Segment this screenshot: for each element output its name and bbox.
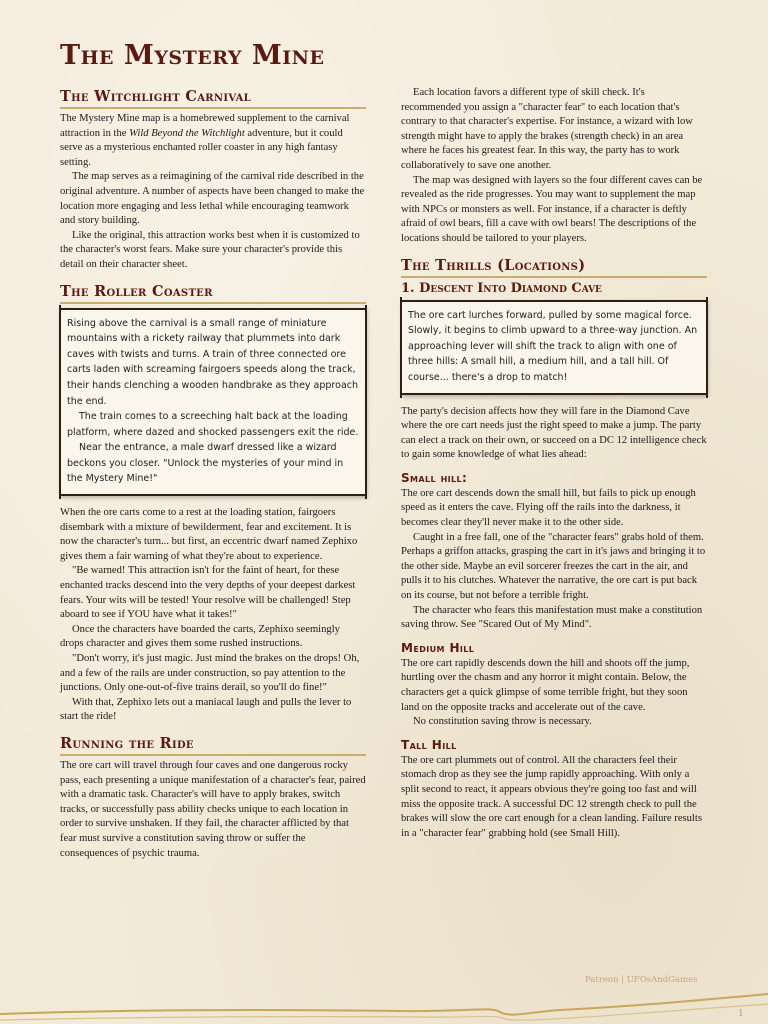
paragraph: Once the characters have boarded the carts, Zephixo seemingly drops character and gives them some rushed instructions. — [60, 623, 340, 650]
paragraph: The map serves as a reimagining of the carnival ride described in the original adventure. A number of aspects have been changed to make the location more engaging and less lethal while encouraging teamwork and story building. — [60, 171, 365, 227]
paragraph: The party's decision affects how they will fare in the Diamond Cave where the ore cart needs just the right speed to make a jump. The party can elect a track on their own, or succeed on a DC 12 intelligence check to gain some knowledge of what lies ahead: — [401, 405, 707, 461]
paragraph: Like the original, this attraction works best when it is customized to the character's worst fears. Make sure your character's provide this detail on their character sheet. — [60, 229, 360, 270]
section-heading-thrills: The Thrills (Locations) — [401, 257, 707, 278]
paragraph: Each location favors a different type of skill check. It's recommended you assign a "character fear" to each location that's contrary to that character's expertise. For instance, a wizard with low strength might have to apply the brakes (strength check) in an area where he faces his greatest fear. In this way, the party has to work collaboratively to save one another. — [401, 87, 693, 171]
paragraph: "Be warned! This attraction isn't for the faint of heart, for these enchanted tracks descend into the very depths of your deepest darkest fears. Your wits will be tested! Your resolve will be challenged! Step aboard to see if YOU have what it takes!" — [60, 565, 356, 621]
section-heading-roller-coaster: The Roller Coaster — [60, 283, 366, 304]
paragraph: Caught in a free fall, one of the "character fears" grabs hold of them. Perhaps a griffon attacks, grasping the cart in it's jaws and bringing it to the other side. Maybe an evil sorcerer freezes the cart in the air, and pulls it to his clutches. Whatever the narrative, the ore cart is put back on its course, but not before a terrible fright. — [401, 531, 706, 602]
paragraph: "Don't worry, it's just magic. Just mind the brakes on the drops! Oh, and a few of the rails are under construction, so pay attention to the junctions. Only one-out-of-five trains derail, so you'll do fine!" — [60, 653, 360, 694]
read-aloud-text: The ore cart lurches forward, pulled by some magical force. Slowly, it begins to climb upward to a three-way junction. An approaching lever will shift the track to align with one of three hills: A small hill, a medium hill, and a tall hill. Of course... there's a drop to match! — [408, 309, 698, 383]
paragraph: The character who fears this manifestation must make a constitution saving throw. See "Scared Out of My Mind". — [401, 604, 703, 631]
subsection-heading-descent: 1. Descent Into Diamond Cave — [401, 280, 602, 296]
paragraph: The ore cart will travel through four caves and one dangerous rocky pass, each presenting a unique manifestation of a character's fear, paired with a dramatic task. Character's will have to apply brakes, switch tracks, or successfully pass ability checks unique to each location in order to survive unshaken. If they fail, the character afflicted by that fear must survive a constitution saving throw or suffer the consequences of psychic trauma. — [60, 759, 366, 859]
book-title: Wild Beyond the Witchlight — [129, 127, 245, 139]
subheading-medium-hill: Medium Hill — [401, 640, 475, 655]
page-title: The Mystery Mine — [60, 40, 325, 71]
footer-ornament — [0, 990, 768, 1024]
paragraph: The ore cart rapidly descends down the hill and shoots off the jump, hurtling over the chasm and any horror it might contain. Below, the characters get a quick glimpse of some terrible fright, but they soon land on the opposite tracks and accelerate out of the cave. — [401, 657, 690, 713]
read-aloud-text: Rising above the carnival is a small range of miniature mountains with a rickety railway that plummets into dark caves with twists and turns. A train of three connected ore carts laden with screaming fairgoers speeds along the track, their hands clenching a wooden handbrake as they approach the end. — [67, 317, 359, 407]
section-heading-running-the-ride: Running the Ride — [60, 735, 366, 756]
read-aloud-box — [401, 300, 707, 395]
subheading-tall-hill: Tall Hill — [401, 737, 457, 752]
paragraph: The map was designed with layers so the four different caves can be revealed as the ride progresses. You may want to supplement the map with NPCs or monsters as well. For instance, if a character is deftly afraid of owl bears, fill a cave with owl bears! The descriptions of the locations should be tailored to your players. — [401, 174, 703, 244]
paragraph: The ore cart plummets out of control. All the characters feel their stomach drop as they see the jump rapidly approaching. With only a split second to react, it appears obvious they're going too fast and will miss the opposite track. A successful DC 12 strength check to pull the brakes will slow the ore cart enough for a clean landing. Failure results in a "character fear" grabbing hold (see Small Hill). — [401, 754, 702, 839]
read-aloud-text: The train comes to a screeching halt back at the loading platform, where dazed and shocked passengers exit the ride. — [67, 411, 359, 438]
read-aloud-text: Near the entrance, a male dwarf dressed like a wizard beckons you closer. "Unlock the mysteries of your mind in the Mystery Mine!" — [67, 442, 344, 485]
paragraph: The ore cart descends down the small hill, but fails to pick up enough speed as it enters the cave. Flying off the rails into the darkness, it becomes clear they'll never make it to the other side. — [401, 487, 696, 529]
left-column — [60, 88, 366, 861]
paragraph: No constitution saving throw is necessary. — [413, 716, 592, 728]
read-aloud-box — [60, 308, 366, 497]
page-number: 1 — [738, 1009, 744, 1019]
right-column — [401, 86, 707, 841]
section-heading-witchlight: The Witchlight Carnival — [60, 88, 366, 109]
subheading-small-hill: Small hill: — [401, 470, 468, 485]
paragraph: With that, Zephixo lets out a maniacal laugh and pulls the lever to start the ride! — [60, 696, 352, 723]
footer-credit: Patreon | UFOsAndGames — [585, 975, 698, 985]
paragraph: The Mystery Mine map is a homebrewed supplement to the carnival attraction in the Wild Beyond the Witchlight adventure, but it could serve as a mysterious enchanted roller coaster in any high fantasy setting. — [60, 113, 350, 168]
paragraph: When the ore carts come to a rest at the loading station, fairgoers disembark with a mixture of bewilderment, fear and excitement. It is now the character's turn... but first, an eccentric dwarf named Zephixo gives them a fair warning of what they're about to experience. — [60, 507, 358, 562]
